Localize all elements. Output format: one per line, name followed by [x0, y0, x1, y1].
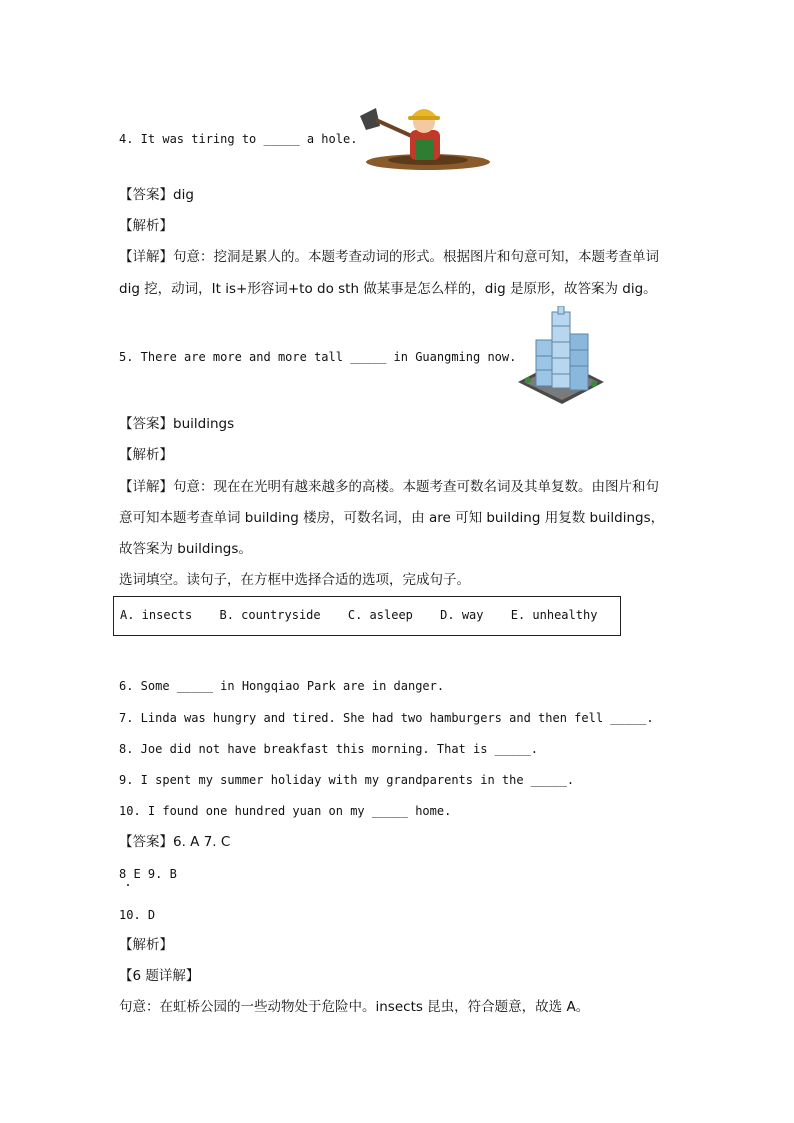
city-buildings-illustration: [514, 306, 608, 406]
stray-mark: [127, 884, 129, 886]
word-options-box: [113, 596, 621, 636]
section-instruction: 选词填空。读句子，在方框中选择合适的选项，完成句子。: [119, 572, 470, 588]
digging-worker-illustration: [358, 100, 490, 172]
option-a: A. insects: [120, 608, 193, 622]
option-b: B. countryside: [219, 608, 321, 622]
building-tower: [552, 312, 570, 388]
shovel-handle: [376, 120, 416, 138]
option-e: E. unhealthy: [510, 608, 598, 622]
q6-detail-title: 【6 题详解】: [119, 968, 200, 984]
q5-detail-line3: 故答案为 buildings。: [119, 541, 252, 557]
q5-answer: 【答案】buildings: [119, 416, 235, 432]
answers-line2: 8 E 9. B: [119, 867, 177, 881]
q4-answer: 【答案】dig: [119, 187, 194, 203]
question-6: 6. Some _____ in Hongqiao Park are in danger.: [119, 679, 445, 693]
building-right: [570, 334, 588, 390]
answers-line3: 10. D: [119, 908, 156, 922]
question-9: 9. I spent my summer holiday with my grandparents in the _____.: [119, 773, 575, 787]
question-8: 8. Joe did not have breakfast this morning. That is _____.: [119, 742, 539, 756]
q4-detail-line2: dig 挖，动词，It is+形容词+to do sth 做某事是怎么样的，dig 是原形，故答案为 dig。: [119, 281, 657, 297]
q5-detail-line1: 【详解】句意：现在在光明有越来越多的高楼。本题考查可数名词及其单复数。由图片和句: [119, 479, 659, 495]
analysis-label: 【解析】: [119, 937, 173, 953]
option-d: D. way: [440, 608, 484, 622]
building-left: [536, 340, 552, 386]
q4-detail-line1: 【详解】句意：挖洞是累人的。本题考查动词的形式。根据图片和句意可知，本题考查单词: [119, 249, 659, 265]
q5-analysis-label: 【解析】: [119, 447, 173, 463]
question-7: 7. Linda was hungry and tired. She had two hamburgers and then fell _____.: [119, 711, 654, 725]
q4-question: 4. It was tiring to _____ a hole.: [119, 132, 358, 146]
question-10: 10. I found one hundred yuan on my _____ home.: [119, 804, 452, 818]
q5-question: 5. There are more and more tall _____ in Guangming now.: [119, 350, 517, 364]
q4-analysis-label: 【解析】: [119, 218, 173, 234]
option-c: C. asleep: [347, 608, 413, 622]
q6-detail-text: 句意：在虹桥公园的一些动物处于危险中。insects 昆虫，符合题意，故选 A。: [119, 999, 590, 1015]
q5-detail-line2: 意可知本题考查单词 building 楼房，可数名词，由 are 可知 building 用复数 buildings，: [119, 510, 665, 526]
answers-line1: 【答案】6. A 7. C: [119, 834, 231, 850]
